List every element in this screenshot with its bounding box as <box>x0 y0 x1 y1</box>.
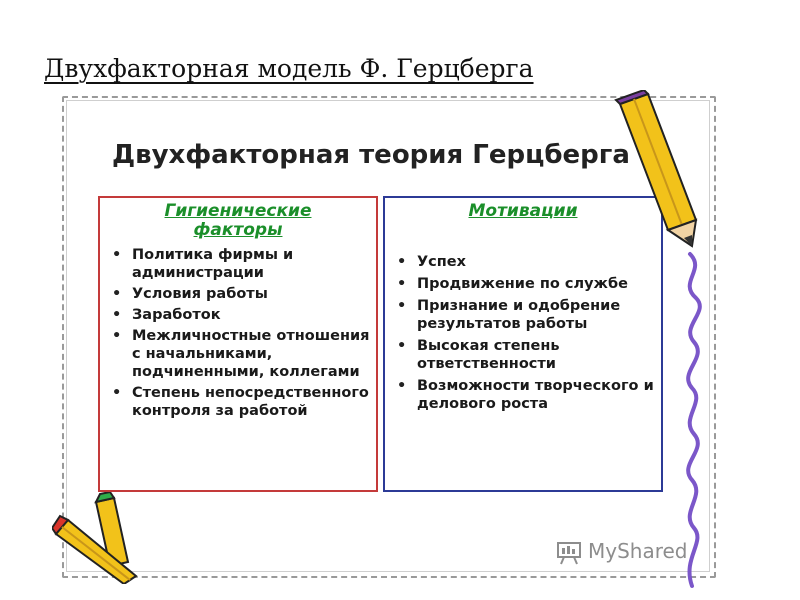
hygiene-title-line2: факторы <box>193 220 283 240</box>
list-item: • Признание и одобрение результатов работы <box>417 297 661 333</box>
watermark-text: MyShared <box>588 539 688 563</box>
motivation-title: Мотивации <box>468 201 578 221</box>
hygiene-factors-box <box>98 196 378 492</box>
image-heading: Двухфакторная теория Герцберга <box>112 140 630 170</box>
list-item: • Политика фирмы и администрации <box>132 246 376 282</box>
list-item: • Успех <box>417 253 661 271</box>
list-item: • Продвижение по службе <box>417 275 661 293</box>
list-item: • Возможности творческого и делового роста <box>417 377 661 413</box>
slide-title: Двухфакторная модель Ф. Герцберга <box>44 54 534 83</box>
motivation-list <box>385 227 661 413</box>
hygiene-factors-title <box>100 202 376 240</box>
list-item: • Межличностные отношения с начальниками, подчиненными, коллегами <box>132 327 376 381</box>
list-item: • Заработок <box>132 306 376 324</box>
crayon-icon <box>52 492 144 584</box>
myshared-logo-icon <box>556 540 582 566</box>
list-item: • Высокая степень ответственности <box>417 337 661 373</box>
yellow-pencil-icon <box>608 90 708 250</box>
hygiene-factors-list <box>100 246 376 420</box>
hygiene-title-line1: Гигиенические <box>164 201 312 221</box>
list-item: • Условия работы <box>132 285 376 303</box>
list-item: • Степень непосредственного контроля за работой <box>132 384 376 420</box>
